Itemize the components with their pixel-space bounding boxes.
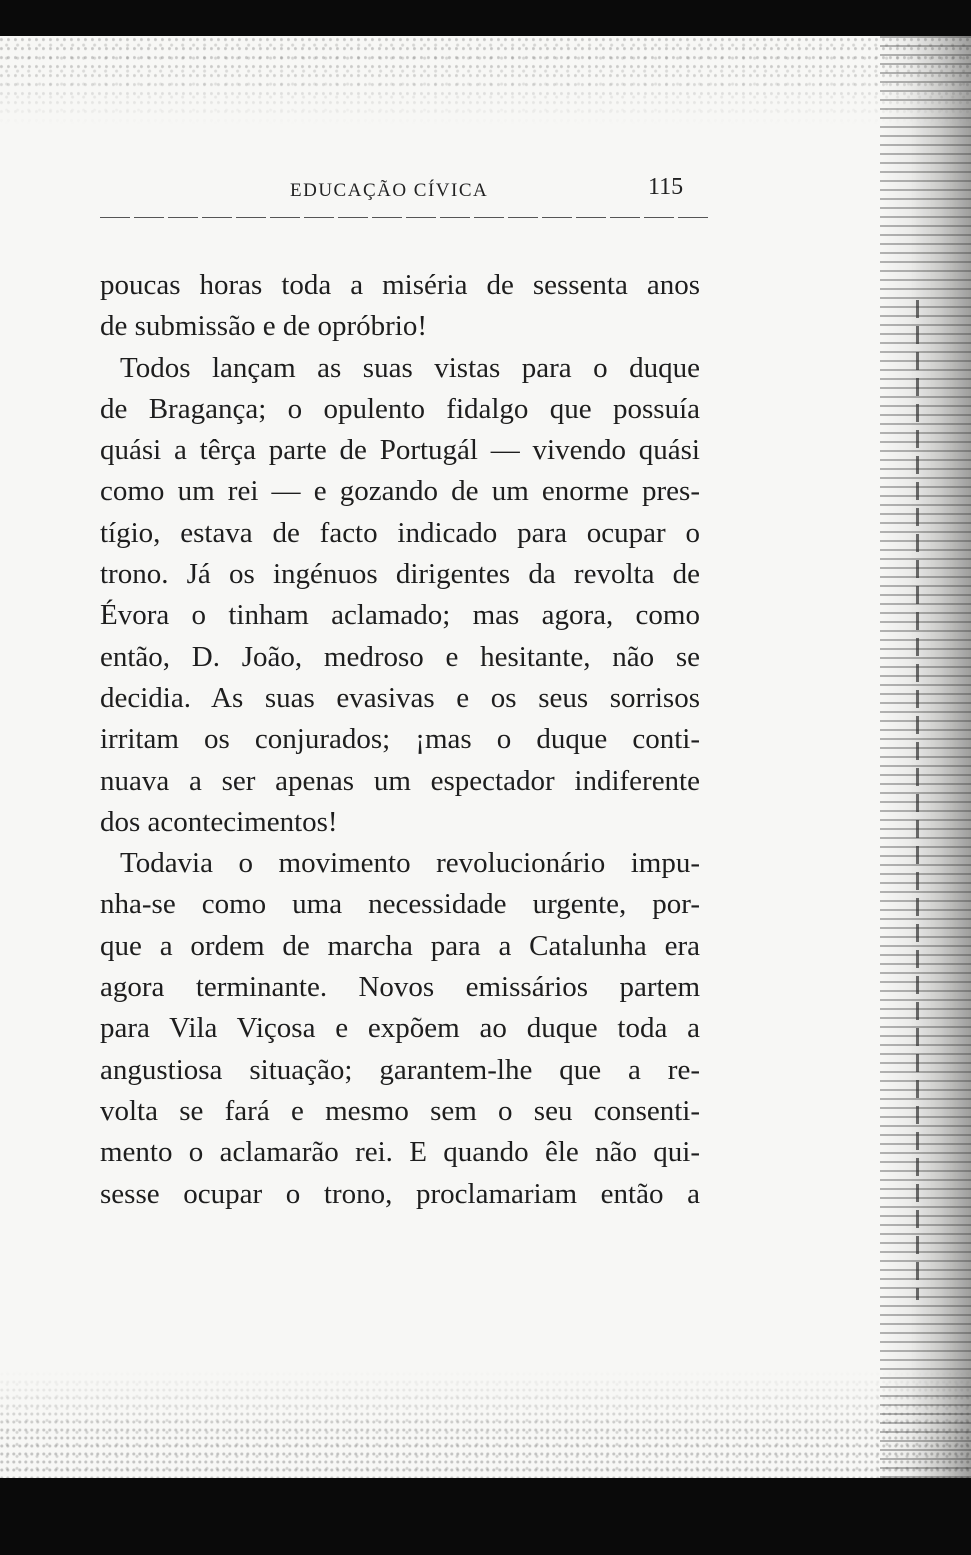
text-line: de submissão e de opróbrio! <box>100 310 427 343</box>
page-edge-marks <box>916 300 919 1300</box>
running-title: EDUCAÇÃO CÍVICA <box>290 180 489 201</box>
scan-border-top <box>0 0 971 36</box>
text-line: Todos lançam as suas vistas para o duque <box>120 351 700 384</box>
text-line: que a ordem de marcha para a Catalunha era <box>100 929 700 962</box>
text-line: então, D. João, medroso e hesitante, não se <box>100 640 700 673</box>
text-line: como um rei — e gozando de um enorme pres- <box>100 475 700 508</box>
scan-noise-bottom <box>0 1370 971 1478</box>
page-number: 115 <box>648 174 684 200</box>
text-line: mento o aclamarão rei. E quando êle não qui- <box>100 1136 700 1169</box>
text-line: dos acontecimentos! <box>100 805 338 838</box>
text-line: Évora o tinham aclamado; mas agora, como <box>100 599 700 632</box>
text-line: decidia. As suas evasivas e os seus sorrisos <box>100 681 700 714</box>
text-line: volta se fará e mesmo sem o seu consenti- <box>100 1094 700 1127</box>
text-line: Todavia o movimento revolucionário impu- <box>120 847 700 880</box>
text-line: trono. Já os ingénuos dirigentes da revolta de <box>100 558 700 591</box>
text-line: de Bragança; o opulento fidalgo que possuía <box>100 392 700 425</box>
running-header <box>100 170 700 210</box>
text-line: poucas horas toda a miséria de sessenta anos <box>100 269 700 301</box>
text-line: angustiosa situação; garantem-lhe que a re- <box>100 1053 700 1086</box>
header-rule <box>100 217 710 218</box>
scan-border-bottom <box>0 1478 971 1555</box>
scan-noise-top <box>0 36 971 126</box>
text-line: nha-se como uma necessidade urgente, por- <box>100 888 700 921</box>
text-line: quási a têrça parte de Portugál — vivendo quási <box>100 434 700 467</box>
text-line: agora terminante. Novos emissários partem <box>100 971 700 1004</box>
text-line: para Vila Viçosa e expõem ao duque toda a <box>100 1012 700 1045</box>
text-line: nuava a ser apenas um espectador indiferente <box>100 764 700 797</box>
page-edge-shadow <box>880 36 971 1478</box>
text-line: irritam os conjurados; ¡mas o duque conti- <box>100 723 700 756</box>
text-line: sesse ocupar o trono, proclamariam então a <box>100 1177 700 1210</box>
body-text <box>100 265 700 1215</box>
text-line: tígio, estava de facto indicado para ocupar o <box>100 516 700 549</box>
